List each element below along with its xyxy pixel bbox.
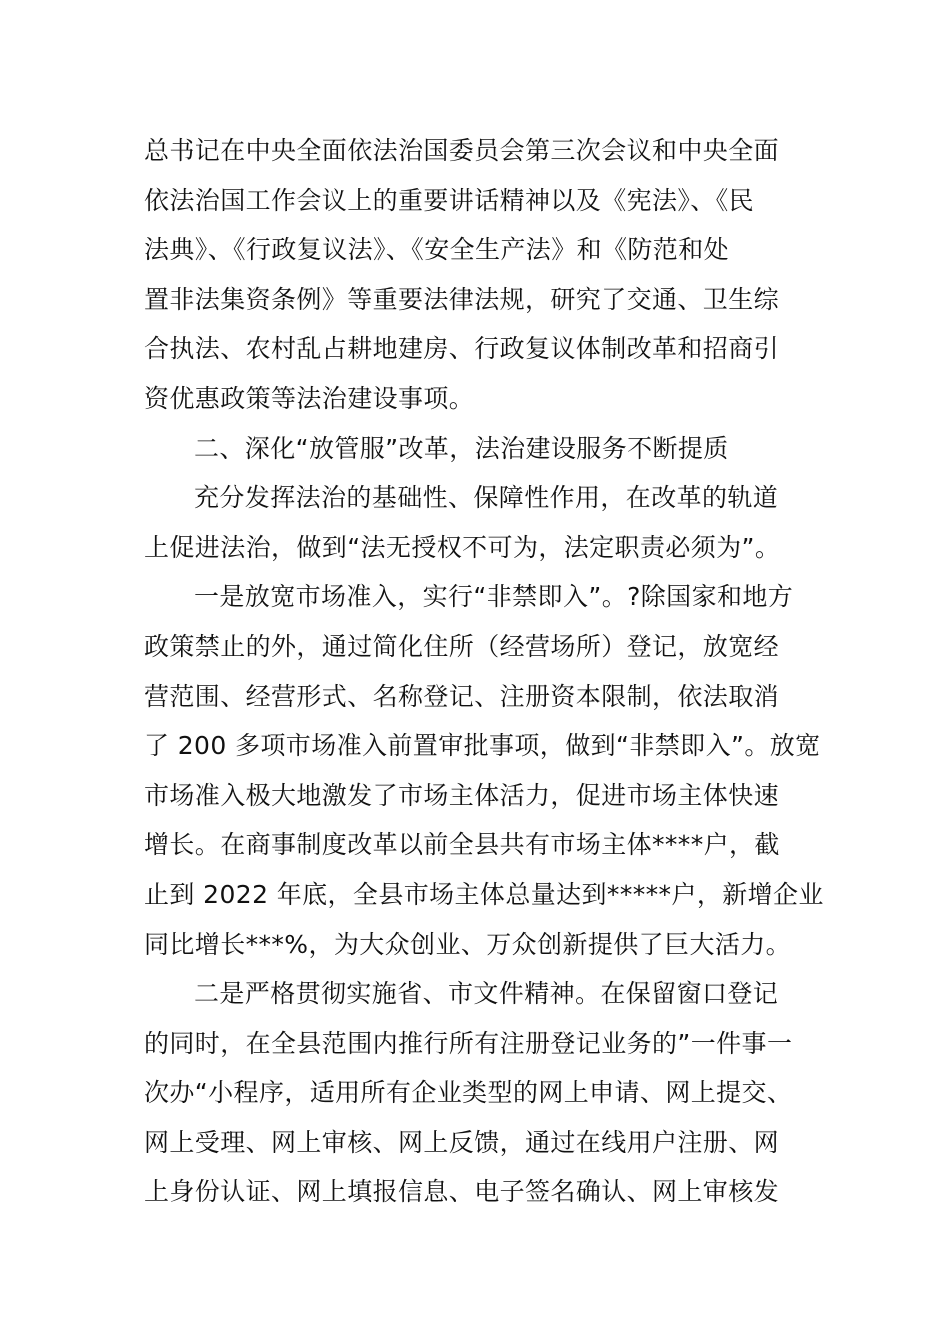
text-line: 政策禁止的外，通过简化住所（经营场所）登记，放宽经 <box>144 631 780 661</box>
text-line: 了 200 多项市场准入前置审批事项，做到“非禁即入”。放宽 <box>144 731 821 761</box>
text-line: 上身份认证、网上填报信息、电子签名确认、网上审核发 <box>144 1177 780 1207</box>
text-line: 二是严格贯彻实施省、市文件精神。在保留窗口登记 <box>194 979 779 1009</box>
text-line: 置非法集资条例》等重要法律法规，研究了交通、卫生综 <box>144 284 780 314</box>
text-line: 上促进法治，做到“法无授权不可为，法定职责必须为”。 <box>144 532 781 562</box>
text-line: 总书记在中央全面依法治国委员会第三次会议和中央全面 <box>144 136 780 165</box>
text-line: 的同时，在全县范围内推行所有注册登记业务的”一件事一 <box>144 1028 793 1058</box>
text-line: 依法治国工作会议上的重要讲话精神以及《宪法》、《民 <box>144 185 755 215</box>
text-line: 营范围、经营形式、名称登记、注册资本限制，依法取消 <box>144 681 780 711</box>
text-line: 市场准入极大地激发了市场主体活力，促进市场主体快速 <box>144 780 780 810</box>
text-line: 资优惠政策等法治建设事项。 <box>144 383 475 413</box>
text-line: 次办“小程序，适用所有企业类型的网上申请、网上提交、 <box>144 1078 793 1108</box>
text-line: 充分发挥法治的基础性、保障性作用，在改革的轨道 <box>194 483 779 513</box>
body-text <box>144 126 824 1217</box>
text-line: 网上受理、网上审核、网上反馈，通过在线用户注册、网 <box>144 1127 780 1157</box>
text-line: 同比增长***%，为大众创业、万众创新提供了巨大活力。 <box>144 929 792 959</box>
text-line: 法典》、《行政复议法》、《安全生产法》和《防范和处 <box>144 235 730 265</box>
text-line: 止到 2022 年底，全县市场主体总量达到*****户，新增企业 <box>144 879 824 909</box>
text-line: 合执法、农村乱占耕地建房、行政复议体制改革和招商引 <box>144 334 780 364</box>
text-line: 增长。在商事制度改革以前全县共有市场主体****户，截 <box>144 830 780 860</box>
section-heading: 二、深化“放管服”改革，法治建设服务不断提质 <box>194 433 729 463</box>
text-line: 一是放宽市场准入，实行“非禁即入”。?除国家和地方 <box>194 582 794 612</box>
